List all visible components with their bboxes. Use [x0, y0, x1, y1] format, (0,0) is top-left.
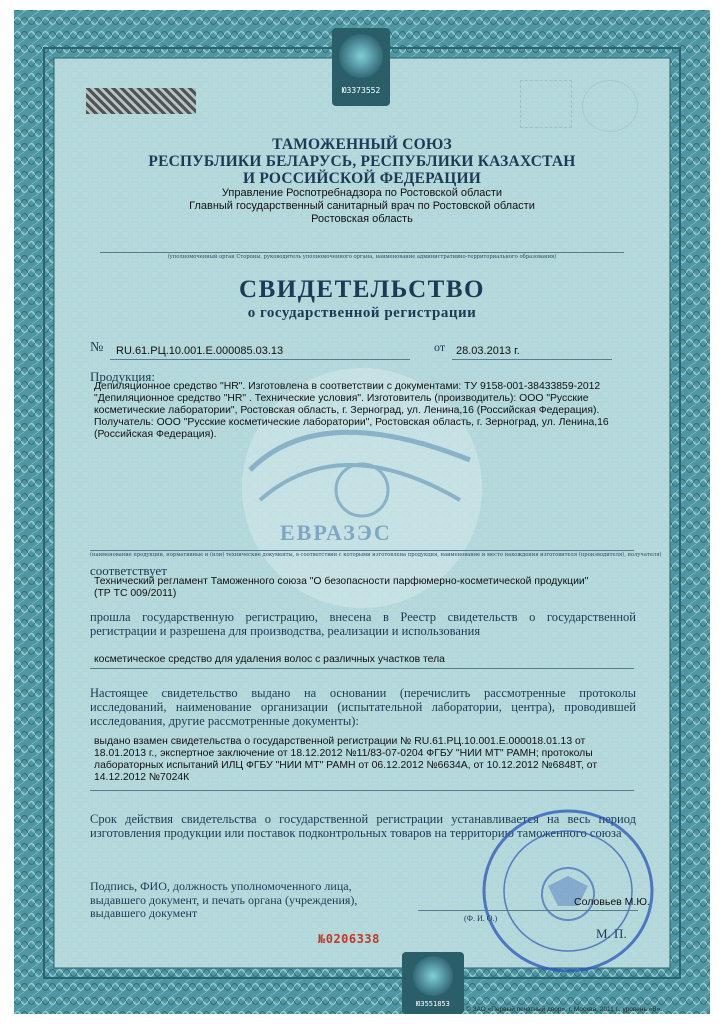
hologram-top: [332, 28, 390, 106]
usage-text: косметическое средство для удаления волос с различных участков тела: [94, 654, 445, 665]
union-line-3: И РОССИЙСКОЙ ФЕДЕРАЦИИ: [243, 170, 481, 187]
product-line: Получатель: ООО "Русские косметические лаборатории", Ростовская область, г. Зерноград, ул. Ленина,16: [94, 417, 609, 428]
registered-text: прошла государственную регистрацию, внесена в Реестр свидетельств о государственной регистрации и разрешена для производства, реализации и использования: [90, 610, 636, 638]
product-text: [94, 381, 654, 441]
mp-label: М. П.: [596, 926, 627, 941]
conformity-label: соответствует: [90, 563, 167, 578]
watermark-evrazes: ЕВРАЗЭС: [280, 520, 392, 545]
hologram-emblem-icon: [339, 34, 383, 78]
union-line-1: ТАМОЖЕННЫЙ СОЮЗ: [272, 136, 452, 153]
certificate-title: СВИДЕТЕЛЬСТВО: [239, 276, 485, 303]
authority-block: [62, 187, 662, 226]
registration-number-label: №: [90, 340, 104, 355]
signature-underline: [418, 910, 638, 911]
hologram-bottom-serial: Ю3551853: [416, 1000, 450, 1008]
basis-text: Настоящее свидетельство выдано на основании (перечислить рассмотренные протоколы исследований, наименование организации (испытательной лаборатории, центра), проводившей исследования, другие рассмотренные документы):: [90, 686, 636, 728]
hologram-top-serial: Ю3373552: [341, 86, 381, 95]
signature-text: Подпись, ФИО, должность уполномоченного лица, выдавшего документ, и печать органа (учреждения), выдавшего документ: [90, 879, 358, 920]
registration-number: RU.61.РЦ.10.001.Е.000085.03.13: [116, 345, 284, 357]
authority-divider: [100, 252, 624, 253]
security-strip: [86, 88, 196, 114]
union-line-2: РЕСПУБЛИКИ БЕЛАРУСЬ, РЕСПУБЛИКИ КАЗАХСТАН: [148, 153, 576, 170]
basis-line: 14.12.2012 №7024К: [94, 772, 190, 783]
printer-credit: © ЗАО «Первый печатный двор», г. Москва, 2011 г., уровень «В».: [466, 1006, 663, 1013]
product-line: Депиляционное средство "HR". Изготовлена в соответствии с документами: ТУ 9158-001-38433859-2012: [94, 381, 601, 392]
fio-caption: (Ф. И. О.): [464, 914, 498, 923]
product-line: (Российская Федерация).: [94, 429, 217, 440]
basis-line: выдано взамен свидетельства о государственной регистрации № RU.61.РЦ.10.001.Е.000018.01.13 от: [94, 736, 586, 747]
hologram-bottom-emblem-icon: [413, 956, 453, 996]
product-caption: (наименование продукции, нормативные и (или) технические документы, в соответствии с которыми изготовлена продукция, наименование и место нахождения изготовителя (производителя), получателя): [90, 552, 662, 558]
header-union: [62, 136, 662, 187]
product-line: "Депиляционное средство "HR" . Технические условия". Изготовитель (производитель): ООО "Русские: [94, 393, 589, 404]
product-divider: [90, 550, 634, 551]
basis-line: лабораторных испытаний ИЛЦ ФГБУ "НИИ МТ" РАМН от 06.12.2012 №6634А, от 10.12.2012 №6848Т, от: [94, 760, 598, 771]
registration-date-underline: [452, 359, 612, 360]
product-label: Продукция:: [90, 369, 155, 384]
registration-date-label: от: [434, 340, 446, 354]
basis-line: 18.01.2013 г., экспертное заключение от 18.12.2012 №11/83-07-0204 ФГБУ "НИИ МТ" РАМН; протоколы: [94, 748, 593, 759]
basis-underline: [90, 790, 634, 791]
conformity-line: Технический регламент Таможенного союза "О безопасности парфюмерно-косметической продукции": [94, 576, 589, 587]
usage-underline: [90, 668, 634, 669]
product-line: косметические лаборатории", Ростовская область, г. Зерноград, ул. Ленина,16 (Российская Федерация).: [94, 405, 600, 416]
conformity-text: [94, 576, 654, 600]
official-round-stamp: [478, 806, 658, 976]
validity-text: Срок действия свидетельства о государственной регистрации устанавливается на весь период изготовления продукции или поставок подконтрольных товаров на территорию таможенного союза: [90, 812, 636, 840]
signatory-name: Соловьев М.Ю.: [574, 896, 650, 908]
registration-number-underline: [110, 359, 410, 360]
form-number: №0206338: [318, 932, 380, 946]
certificate-subtitle: о государственной регистрации: [247, 305, 477, 321]
conformity-line: (ТР ТС 009/2011): [94, 588, 177, 599]
registration-date: 28.03.2013 г.: [456, 345, 520, 357]
authority-caption: (уполномоченный орган Стороны, руководитель уполномоченного органа, наименование административно-территориального образования): [167, 254, 557, 260]
authority-line-3: Ростовская область: [311, 213, 413, 225]
authority-line-2: Главный государственный санитарный врач по Ростовской области: [189, 200, 535, 212]
coat-of-arms-placeholder: [520, 80, 572, 128]
russian-eagle-watermark-icon: [582, 80, 638, 132]
hologram-bottom: [402, 952, 464, 1014]
authority-line-1: Управление Роспотребнадзора по Ростовской области: [221, 187, 503, 199]
basis-details: [94, 736, 654, 784]
